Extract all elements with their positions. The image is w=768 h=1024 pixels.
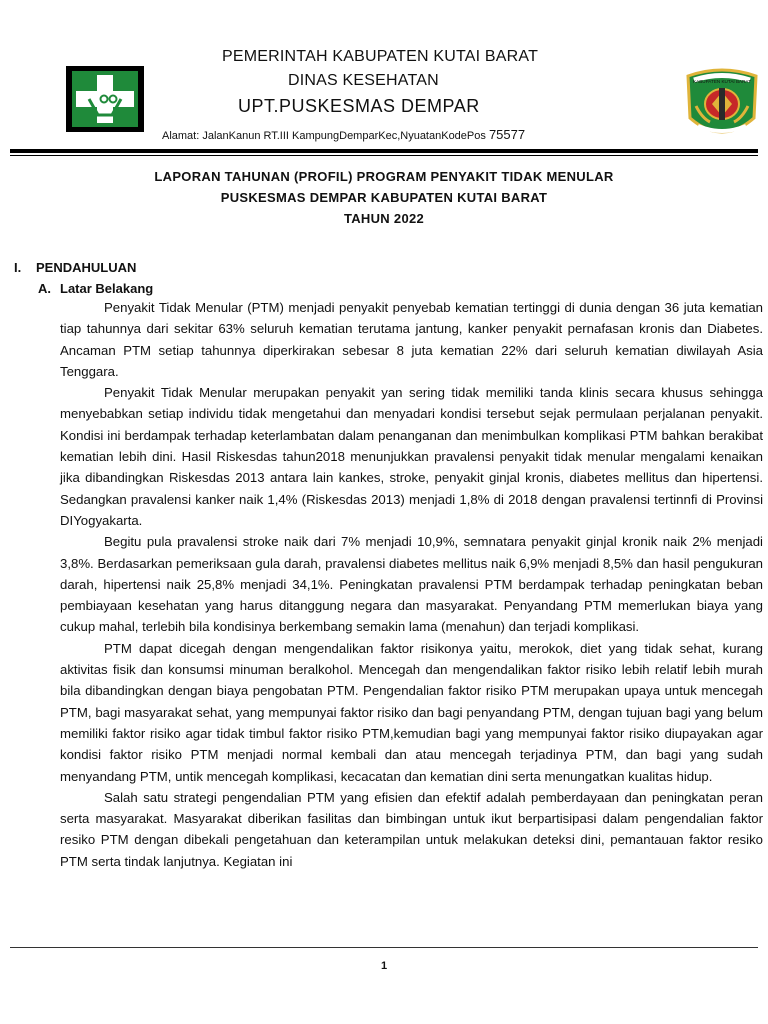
subsection-heading bbox=[38, 281, 153, 296]
report-title-line1: LAPORAN TAHUNAN (PROFIL) PROGRAM PENYAKIT TIDAK MENULAR bbox=[154, 169, 614, 184]
paragraph: Penyakit Tidak Menular merupakan penyakit yan sering tidak memiliki tanda klinis secara khusus sehingga menyebabkan setiap individu tidak mengetahui dan menyadari kondisi tersebut sejak permulaan perjalanan penyakit. Kondisi ini berdampak terhadap keterlambatan dalam penanganan dan menimbulkan komplikasi PTM bahkan berakibat kematian lebih dini. Hasil Riskesdas tahun2018 menunjukkan pravalensi penyakit tidak menular mengalami kenaikan jika dibandingkan Riskesdas 2013 antara lain kankes, stroke, penyakit ginjal kronis, diabetes mellitus dan hipertensi. Sedangkan pravalensi kanker naik 1,4% (Riskesdas 2013) menjadi 1,8% di 2018 dengan pravalensi tertinnfi di Provinsi DIYogyakarta. bbox=[60, 385, 763, 528]
body-text bbox=[60, 297, 763, 872]
address-text: Alamat: JalanKanun RT.III KampungDemparKec,NyuatanKodePos bbox=[162, 130, 486, 142]
paragraph: Penyakit Tidak Menular (PTM) menjadi penyakit penyebab kematian tertinggi di dunia dengan 36 juta kematian tiap tahunnya dari sekitar 63% seluruh kematian terutama jantung, kanker penyakit pernafasan kronis dan Diabetes. Ancaman PTM setiap tahunnya diperkirakan sebesar 8 juta kematian 22% dari seluruh kematian diwilayah Asia Tenggara. bbox=[60, 300, 763, 379]
puskesmas-logo-icon bbox=[66, 66, 144, 132]
subsection-label: Latar Belakang bbox=[60, 281, 154, 296]
footer-rule bbox=[10, 947, 758, 948]
seal-text: KABUPATEN KUTAI BARAT bbox=[693, 79, 751, 84]
postal-code: 75577 bbox=[488, 127, 526, 142]
header-government: PEMERINTAH KABUPATEN KUTAI BARAT bbox=[222, 48, 539, 65]
paragraph: Salah satu strategi pengendalian PTM yang efisien dan efektif adalah pemberdayaan dan peningkatan peran serta masyarakat. Masyarakat diberikan fasilitas dan bimbingan untuk ikut berpartisipasi dalam pengendalian faktor resiko PTM dengan dibekali pengetahuan dan keterampilan untuk melakukan deteksi dini, pemantauan faktor resiko PTM serta tindak lanjutnya. Kegiatan ini bbox=[60, 789, 763, 869]
subsection-number: A. bbox=[38, 281, 51, 296]
kutai-barat-emblem-icon bbox=[682, 66, 762, 142]
report-title-line3: TAHUN 2022 bbox=[343, 211, 425, 226]
header-rule-thick bbox=[10, 149, 758, 153]
section-label: PENDAHULUAN bbox=[36, 260, 137, 275]
header-rule-thin bbox=[10, 155, 758, 156]
page-number: 1 bbox=[380, 960, 388, 972]
header-institution: UPT.PUSKESMAS DEMPAR bbox=[238, 96, 480, 116]
paragraph: PTM dapat dicegah dengan mengendalikan faktor risikonya yaitu, merokok, diet yang tidak sehat, kurang aktivitas fisik dan konsumsi minuman beralkohol. Mencegah dan mengendalikan faktor risiko lebih relatif lebih murah bila dibandingkan dengan biaya pengobatan PTM. Pengendalian faktor risiko PTM merupakan upaya untuk mencegah PTM, bagi masyarakat sehat, yang mempunyai faktor risiko dan bagi penyandang PTM, dengan tujuan bagi yang belum memiliki faktor risiko agar tidak timbul faktor risiko PTM,kemudian bagi yang mempunyai faktor risiko diupayakan agar kondisi faktor risiko PTM menjadi normal kembali dan atau mencegah terjadinya PTM, dan bagi yang sudah menyandang PTM, untik mencegah komplikasi, kecacatan dan kematian dini serta menungatkan kualitas hidup. bbox=[60, 640, 763, 784]
section-heading bbox=[14, 260, 136, 275]
section-number: I. bbox=[14, 260, 22, 275]
header-department: DINAS KESEHATAN bbox=[288, 72, 439, 89]
letterhead bbox=[0, 0, 768, 160]
report-title-line2: PUSKESMAS DEMPAR KABUPATEN KUTAI BARAT bbox=[220, 190, 548, 205]
header-address bbox=[162, 127, 525, 142]
paragraph: Begitu pula pravalensi stroke naik dari 7% menjadi 10,9%, semnatara penyakit ginjal kronik naik 2% menjadi 3,8%. Berdasarkan pemeriksaan gula darah, pravalensi diabetes mellitus naik 6,9% menjadi 8,5% dan hasil pengukuran darah, hipertensi naik 25,8% menjadi 34,1%. Peningkatan pravalensi PTM berdampak terhadap peningkatan beban pembiayaan kesehatan yang harus ditanggung negara dan masyarakat. Penyandang PTM memerlukan biaya yang cukup mahal, terlebih bila kondisinya berkembang semakin lama (menahun) dan terjadi komplikasi. bbox=[60, 534, 763, 635]
